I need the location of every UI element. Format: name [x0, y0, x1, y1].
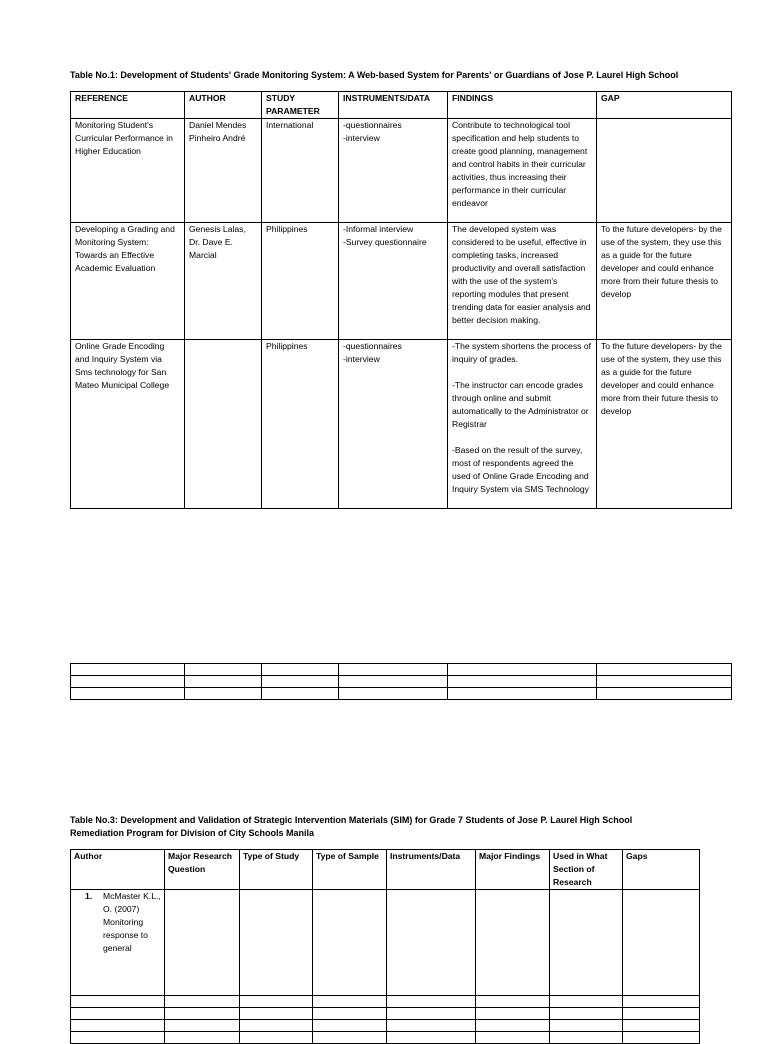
table1-cell-findings: Contribute to technological tool specification and help students to create good planning, management and control habits in their curricular activities, thus increasing their performance in their curricular endeavor [448, 119, 597, 223]
table1-cell-instruments: -questionnaires -interview [339, 340, 448, 509]
empty-cell [387, 1020, 476, 1032]
empty-cell [339, 676, 448, 688]
table1-cell-gap: To the future developers- by the use of the system, they use this as a guide for the future developer and could enhance more from their future thesis to develop [597, 340, 732, 509]
empty-cell [476, 1020, 550, 1032]
table1-cell-author: Genesis Lalas, Dr. Dave E. Marcial [185, 223, 262, 340]
empty-cell [240, 1032, 313, 1044]
table1-header-findings: FINDINGS [448, 92, 597, 119]
table1-cell-reference: Monitoring Student's Curricular Performance in Higher Education [71, 119, 185, 223]
table-row [71, 1032, 700, 1044]
empty-cell [313, 996, 387, 1008]
empty-cell [597, 664, 732, 676]
empty-cell [262, 688, 339, 700]
table3-caption: Table No.3: Development and Validation of Strategic Intervention Materials (SIM) for Grade 7 Students of Jose P. Laurel High School Remediation Program for Division of City Schools Manila [70, 815, 633, 838]
empty-cell [387, 996, 476, 1008]
empty-cell [387, 1032, 476, 1044]
table-row [71, 1020, 700, 1032]
table3-header-findings: Major Findings [476, 850, 550, 890]
table1-header-gap: GAP [597, 92, 732, 119]
table3-header-type-of-study: Type of Study [240, 850, 313, 890]
empty-cell [165, 996, 240, 1008]
empty-cell [262, 676, 339, 688]
empty-cell [550, 996, 623, 1008]
table3-header-row [71, 850, 700, 890]
empty-cell [185, 688, 262, 700]
table1-cell-instruments: -questionnaires -interview [339, 119, 448, 223]
table1-caption: Table No.1: Development of Students' Grade Monitoring System: A Web-based System for Parents' or Guardians of Jose P. Laurel High School [70, 70, 679, 80]
empty-cell [240, 1020, 313, 1032]
empty-cell [339, 688, 448, 700]
table3-header-section: Used in What Section of Research [550, 850, 623, 890]
empty-cell [448, 664, 597, 676]
empty-cell [623, 1008, 700, 1020]
empty-cell [185, 676, 262, 688]
empty-cell [623, 1020, 700, 1032]
empty-cell [313, 1008, 387, 1020]
table3-header-author: Author [71, 850, 165, 890]
empty-cell [71, 1008, 165, 1020]
table3 [70, 849, 700, 1044]
table3-header-type-of-sample: Type of Sample [313, 850, 387, 890]
table1-cell-gap: To the future developers- by the use of the system, they use this as a guide for the future developer and could enhance more from their future thesis to develop [597, 223, 732, 340]
table-row [71, 664, 732, 676]
table1 [70, 91, 732, 509]
empty-cell [240, 1008, 313, 1020]
empty-cell [71, 664, 185, 676]
empty-cell [165, 890, 240, 996]
empty-cell [476, 890, 550, 996]
table1-cell-gap [597, 119, 732, 223]
table-row [71, 688, 732, 700]
empty-cell [71, 1020, 165, 1032]
table-row [71, 890, 700, 996]
empty-cell [165, 1020, 240, 1032]
empty-cell [550, 1032, 623, 1044]
table1-header-study-parameter: STUDY PARAMETER [262, 92, 339, 119]
empty-cell [262, 664, 339, 676]
table-row [71, 340, 732, 509]
table1-cell-findings: The developed system was considered to be useful, effective in completing tasks, increased productivity and overall satisfaction with the use of the system's reporting modules that present trending data for easier analysis and better decision making. [448, 223, 597, 340]
empty-cell [71, 1032, 165, 1044]
empty-cell [597, 676, 732, 688]
empty-cell [623, 890, 700, 996]
empty-cell [476, 996, 550, 1008]
table1-cell-instruments: -Informal interview -Survey questionnaire [339, 223, 448, 340]
table-row [71, 996, 700, 1008]
empty-cell [550, 1020, 623, 1032]
empty-table [70, 663, 732, 700]
table3-cell-author [71, 890, 165, 996]
author-text: McMaster K.L., O. (2007) Monitoring response to general [103, 891, 161, 953]
empty-cell [339, 664, 448, 676]
table1-cell-findings: -The system shortens the process of inquiry of grades. -The instructor can encode grades through online and submit automatically to the Administrator or Registrar -Based on the result of the survey, most of respondents agreed the used of Online Grade Encoding and Inquiry System via SMS Technology [448, 340, 597, 509]
table-row [71, 1008, 700, 1020]
empty-cell [476, 1032, 550, 1044]
empty-cell [550, 890, 623, 996]
empty-cell [185, 664, 262, 676]
table-row [71, 676, 732, 688]
empty-cell [448, 688, 597, 700]
table3-header-research-question: Major Research Question [165, 850, 240, 890]
table1-cell-reference: Developing a Grading and Monitoring System: Towards an Effective Academic Evaluation [71, 223, 185, 340]
table1-cell-parameter: Philippines [262, 223, 339, 340]
table1-header-instruments: INSTRUMENTS/DATA [339, 92, 448, 119]
empty-cell [165, 1032, 240, 1044]
table1-cell-parameter: Philippines [262, 340, 339, 509]
empty-cell [597, 688, 732, 700]
empty-cell [313, 1020, 387, 1032]
empty-cell [387, 1008, 476, 1020]
empty-cell [550, 1008, 623, 1020]
empty-cell [240, 890, 313, 996]
table1-cell-author [185, 340, 262, 509]
empty-cell [313, 1032, 387, 1044]
list-number: 1. [85, 891, 93, 901]
table-row [71, 119, 732, 223]
table1-cell-parameter: International [262, 119, 339, 223]
empty-cell [313, 890, 387, 996]
empty-cell [240, 996, 313, 1008]
table3-header-instruments: Instruments/Data [387, 850, 476, 890]
empty-cell [387, 890, 476, 996]
table1-header-row [71, 92, 732, 119]
empty-cell [71, 676, 185, 688]
empty-cell [623, 996, 700, 1008]
table1-cell-reference: Online Grade Encoding and Inquiry System via Sms technology for San Mateo Municipal College [71, 340, 185, 509]
empty-cell [165, 1008, 240, 1020]
empty-cell [476, 1008, 550, 1020]
table1-header-reference: REFERENCE [71, 92, 185, 119]
table-row [71, 223, 732, 340]
empty-cell [71, 688, 185, 700]
empty-cell [448, 676, 597, 688]
table1-header-author: AUTHOR [185, 92, 262, 119]
table1-cell-author: Daniel Mendes Pinheiro André [185, 119, 262, 223]
empty-cell [623, 1032, 700, 1044]
table3-header-gaps: Gaps [623, 850, 700, 890]
empty-cell [71, 996, 165, 1008]
